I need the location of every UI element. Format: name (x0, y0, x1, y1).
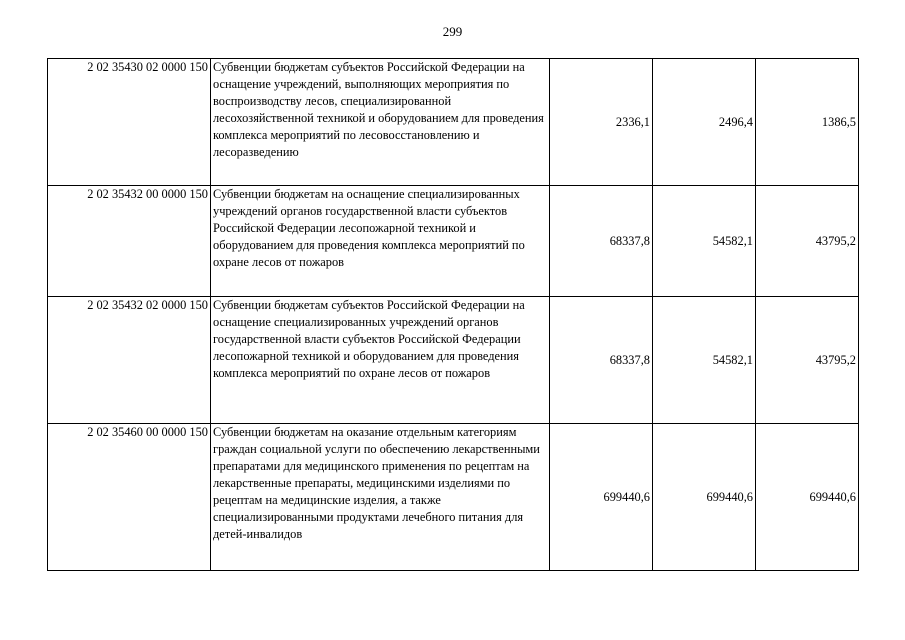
table-row (48, 297, 859, 424)
amount-cell-year-3: 43795,2 (756, 297, 859, 424)
budget-code-cell: 2 02 35460 00 0000 150 (48, 424, 211, 571)
amount-cell-year-2: 54582,1 (653, 186, 756, 297)
amount-cell-year-1: 2336,1 (550, 59, 653, 186)
amount-cell-year-3: 43795,2 (756, 186, 859, 297)
page-number: 299 (442, 24, 463, 39)
budget-table (47, 58, 859, 571)
amount-cell-year-1: 68337,8 (550, 186, 653, 297)
description-cell: Субвенции бюджетам субъектов Российской Федерации на оснащение специализированных учреждений органов государственной власти субъектов Российской Федерации лесопожарной техникой и оборудованием для проведения комплекса мероприятий по охране лесов от пожаров (211, 297, 550, 424)
amount-cell-year-3: 699440,6 (756, 424, 859, 571)
amount-cell-year-1: 699440,6 (550, 424, 653, 571)
amount-cell-year-2: 2496,4 (653, 59, 756, 186)
amount-cell-year-2: 54582,1 (653, 297, 756, 424)
amount-cell-year-2: 699440,6 (653, 424, 756, 571)
table-row (48, 59, 859, 186)
description-cell: Субвенции бюджетам на оказание отдельным категориям граждан социальной услуги по обеспечению лекарственными препаратами для медицинского применения по рецептам на лекарственные препараты, медицинскими изделиями по рецептам на медицинские изделия, а также специализированными продуктами лечебного питания для детей-инвалидов (211, 424, 550, 571)
budget-code-cell: 2 02 35432 02 0000 150 (48, 297, 211, 424)
description-cell: Субвенции бюджетам субъектов Российской Федерации на оснащение учреждений, выполняющих мероприятия по воспроизводству лесов, специализированной лесохозяйственной техникой и оборудованием для проведения комплекса мероприятий по лесовосстановлению и лесоразведению (211, 59, 550, 186)
budget-code-cell: 2 02 35430 02 0000 150 (48, 59, 211, 186)
table-row (48, 424, 859, 571)
amount-cell-year-1: 68337,8 (550, 297, 653, 424)
budget-code-cell: 2 02 35432 00 0000 150 (48, 186, 211, 297)
description-cell: Субвенции бюджетам на оснащение специализированных учреждений органов государственной власти субъектов Российской Федерации лесопожарной техникой и оборудованием для проведения комплекса мероприятий по охране лесов от пожаров (211, 186, 550, 297)
amount-cell-year-3: 1386,5 (756, 59, 859, 186)
table-row (48, 186, 859, 297)
